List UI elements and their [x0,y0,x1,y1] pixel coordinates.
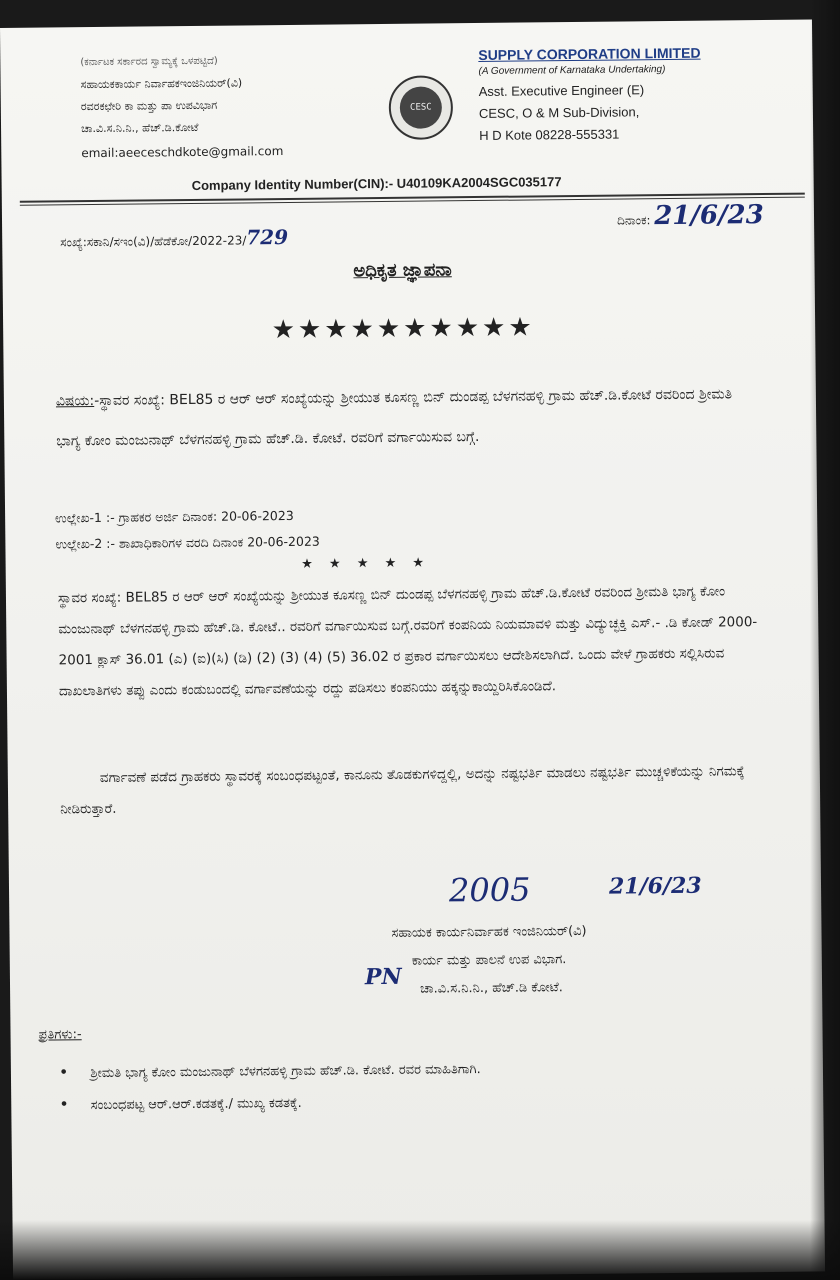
cesc-logo-icon [389,75,454,140]
header-left [80,50,283,164]
initial-mark: PN [364,963,402,991]
designation: Asst. Executive Engineer (E) [478,82,645,99]
location-phone: H D Kote 08228-555331 [479,126,620,143]
header-left-line3: ರವರಕಛೇರಿ ಕಾ ಮತ್ತು ಪಾ ಉಪವಿಭಾಗ [80,98,218,114]
header-email: email:aeeceschdkote@gmail.com [81,144,284,161]
document-page [0,19,825,1279]
division: CESC, O & M Sub-Division, [478,104,640,121]
date-label: ದಿನಾಂಕ: [616,213,651,228]
company-name: SUPPLY CORPORATION LIMITED [478,44,701,63]
date-field [617,200,764,232]
signature-line3: ಚಾ.ವಿ.ಸ.ನಿ.ನಿ., ಹೆಚ್.ಡಿ ಕೋಟೆ. [420,980,563,997]
header-right [478,43,701,143]
subject-text: -ಸ್ಥಾವರ ಸಂಖ್ಯೆ: BEL85 ರ ಆರ್ ಆರ್ ಸಂಖ್ಯೆಯನ್ನು ಶ್ರೀಯುತ ಕೂಸಣ್ಣ ಬಿನ್ ದುಂಡಪ್ಪ ಬೆಳಗನಹಳ್ಳಿ ಗ್ರಾಮ ಹೆಚ್.ಡಿ.ಕೋಟೆ ರವರಿಂದ ಶ್ರೀಮತಿ ಭಾಗ್ಯ ಕೋಂ ಮಂಜುನಾಥ್ ಬೆಳಗನಹಳ್ಳಿ ಗ್ರಾಮ ಹೆಚ್.ಡಿ. ಕೋಟೆ. ರವರಿಗೆ ವರ್ಗಾಯಿಸುವ ಬಗ್ಗೆ. [56,386,733,450]
date-handwritten: 21/6/23 [654,200,764,232]
logo-text: CESC [400,86,442,128]
stars-divider-small: ★ ★ ★ ★ ★ [301,555,431,572]
body-paragraph-2: ವರ್ಗಾವಣೆ ಪಡೆದ ಗ್ರಾಹಕರು ಸ್ಥಾವರಕ್ಕೆ ಸಂಬಂಧಪಟ್ಟಂತೆ, ಕಾನೂನು ತೊಡಕುಗಳಿದ್ದಲ್ಲಿ, ಅದನ್ನು ನಷ್ಟಭರ್ತಿ ಮಾಡಲು ನಷ್ಟಭರ್ತಿ ಮುಚ್ಚಳಿಕೆಯನ್ನು ನಿಗಮಕ್ಕೆ ನೀಡಿರುತ್ತಾರೆ. [60,763,745,818]
stars-divider: ★★★★★★★★★★ [271,312,535,346]
copies-label: ಪ್ರತಿಗಳು:- [38,1027,82,1043]
header-left-line1: (ಕರ್ನಾಟಕ ಸರ್ಕಾರದ ಸ್ವಾಮ್ಯಕ್ಕೆ ಒಳಪಟ್ಟಿದೆ) [80,55,218,69]
list-item: • ಸಂಬಂಧಪಟ್ಟ ಆರ್.ಆರ್.ಕಡತಕ್ಕೆ./ ಮುಖ್ಯ ಕಡತಕ್ಕೆ. [59,1085,481,1121]
document-title: ಅಧಿಕೃತ ಜ್ಞಾಪನಾ [353,259,452,282]
government-note: (A Government of Karnataka Undertaking) [478,64,666,77]
signature-handwritten: 2005 [448,870,531,910]
reference-printed: ಸಂಖ್ಯೆ:ಸಕಾನಿ/ಸಇಂ(ವಿ)/ಹೆಡೆಕೋ/2022-23/ [60,233,247,250]
reference-handwritten: 729 [246,224,289,250]
copies-list [59,1053,481,1121]
list-item: • ಶ್ರೀಮತಿ ಭಾಗ್ಯ ಕೋಂ ಮಂಜುನಾಥ್ ಬೆಳಗನಹಳ್ಳಿ ಗ್ರಾಮ ಹೆಚ್.ಡಿ. ಕೋಟೆ. ರವರ ಮಾಹಿತಿಗಾಗಿ. [59,1053,481,1089]
references [55,503,320,558]
reference-number [60,225,288,251]
reference-1: ಉಲ್ಲೇಖ-1 :- ಗ್ರಾಹಕರ ಅರ್ಜಿ ದಿನಾಂಕ: 20-06-2023 [55,507,294,526]
scan-shadow-right [810,0,840,1280]
signature-block [391,918,587,1004]
signature-date: 21/6/23 [608,872,702,900]
signature-line2: ಕಾರ್ಯ ಮತ್ತು ಪಾಲನೆ ಉಪ ವಿಭಾಗ. [411,952,567,969]
reference-2: ಉಲ್ಲೇಖ-2 :- ಶಾಖಾಧಿಕಾರಿಗಳ ವರದಿ ದಿನಾಂಕ 20-06-2023 [55,533,320,552]
header-left-line2: ಸಹಾಯಕಕಾರ್ಯ ನಿರ್ವಾಹಕಇಂಜಿನಿಯರ್(ವಿ) [80,76,243,92]
scan-shadow-bottom [0,1220,840,1280]
cin-number: Company Identity Number(CIN):- U40109KA2004SGC035177 [191,174,562,194]
subject [56,374,757,461]
body-paragraph-1: ಸ್ಥಾವರ ಸಂಖ್ಯೆ: BEL85 ರ ಆರ್ ಆರ್ ಸಂಖ್ಯೆಯನ್ನು ಶ್ರೀಯುತ ಕೂಸಣ್ಣ ಬಿನ್ ದುಂಡಪ್ಪ ಬೆಳಗನಹಳ್ಳಿ ಗ್ರಾಮ ಹೆಚ್.ಡಿ.ಕೋಟೆ ರವರಿಂದ ಶ್ರೀಮತಿ ಭಾಗ್ಯ ಕೋಂ ಮಂಜುನಾಥ್ ಬೆಳಗನಹಳ್ಳಿ ಗ್ರಾಮ ಹೆಚ್.ಡಿ. ಕೋಟೆ.. ರವರಿಗೆ ವರ್ಗಾಯಿಸುವ ಬಗ್ಗೆ.ರವರಿಗೆ ಕಂಪನಿಯ ನಿಯಮಾವಳಿ ಮತ್ತು ವಿದ್ಯುಚ್ಛಕ್ತಿ ಎಸ್.- .ಡಿ ಕೋಡ್ 2000-2001 ಕ್ಲಾಸ್ 36.01 (ಎ) (ಐ)(ಸಿ) (ಡಿ) (2) (3) (4) (5) 36.02 ರ ಪ್ರಕಾರ ವರ್ಗಾಯಿಸಲು ಆದೇಶಿಸಲಾಗಿದೆ. ಒಂದು ವೇಳೆ ಗ್ರಾಹಕರು ಸಲ್ಲಿಸಿರುವ ದಾಖಲಾತಿಗಳು ತಪ್ಪು ಎಂದು ಕಂಡುಬಂದಲ್ಲಿ ವರ್ಗಾವಣೆಯನ್ನು ರದ್ದು ಪಡಿಸಲು ಕಂಪನಿಯು ಹಕ್ಕನ್ನುಕಾಯ್ದಿರಿಸಿಕೊಂಡಿದೆ. [57,583,758,700]
signature-line1: ಸಹಾಯಕ ಕಾರ್ಯನಿರ್ವಾಹಕ ಇಂಜಿನಿಯರ್(ವಿ) [391,923,587,941]
subject-label: ವಿಷಯ: [55,393,95,410]
header-left-line4: ಚಾ.ವಿ.ಸ.ನಿ.ನಿ., ಹೆಚ್.ಡಿ.ಕೋಟೆ [80,120,199,136]
